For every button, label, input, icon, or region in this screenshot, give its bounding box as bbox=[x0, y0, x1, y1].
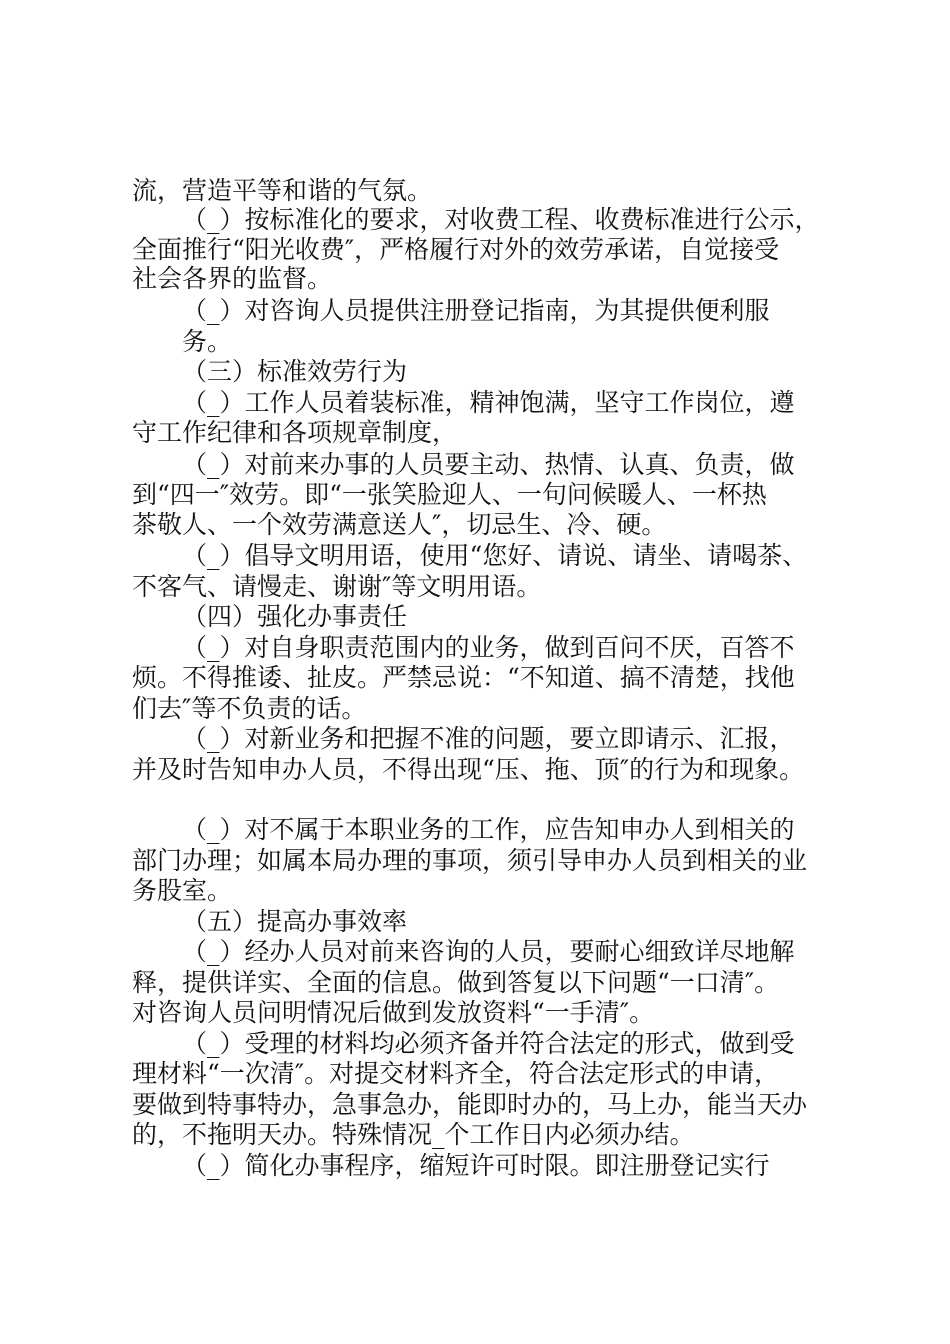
text-line: 到“四一″效劳。即“一张笑脸迎人、一句问候暖人、一杯热 bbox=[132, 480, 767, 509]
text-line: 流，营造平等和谐的气氛。 bbox=[132, 176, 433, 205]
text-line: 要做到特事特办，急事急办，能即时办的，马上办，能当天办 bbox=[132, 1090, 808, 1119]
section-heading: （三）标准效劳行为 bbox=[182, 357, 408, 386]
text-line: 茶敬人、一个效劳满意送人″，切忌生、冷、硬。 bbox=[132, 510, 667, 539]
text-line: （_）对不属于本职业务的工作，应告知申办人到相关的 bbox=[182, 815, 795, 844]
text-line: （_）对前来办事的人员要主动、热情、认真、负责，做 bbox=[182, 450, 795, 479]
text-line: （_）倡导文明用语，使用“您好、请说、请坐、请喝茶、 bbox=[182, 541, 808, 570]
text-line: 的，不拖明天办。特殊情况_个工作日内必须办结。 bbox=[132, 1120, 695, 1149]
text-line: （_）对自身职责范围内的业务，做到百问不厌，百答不 bbox=[182, 633, 795, 662]
text-line: 不客气、请慢走、谢谢″等文明用语。 bbox=[132, 572, 542, 601]
text-line: （_）受理的材料均必须齐备并符合法定的形式，做到受 bbox=[182, 1029, 795, 1058]
text-line: 烦。不得推诿、扯皮。严禁忌说：“不知道、搞不清楚，找他 bbox=[132, 663, 795, 692]
text-line: （_）简化办事程序，缩短许可时限。即注册登记实行 bbox=[182, 1151, 770, 1180]
text-line: 守工作纪律和各项规章制度， bbox=[132, 418, 458, 447]
text-line: 部门办理；如属本局办理的事项，须引导申办人员到相关的业 bbox=[132, 846, 808, 875]
text-line: 们去″等不负责的话。 bbox=[132, 694, 367, 723]
section-heading: （五）提高办事效率 bbox=[182, 907, 408, 936]
text-line: （_）按标准化的要求，对收费工程、收费标准进行公示， bbox=[182, 205, 820, 234]
text-line: 理材料“一次清″。对提交材料齐全，符合法定形式的申请， bbox=[132, 1059, 780, 1088]
text-line: （_）对咨询人员提供注册登记指南，为其提供便利服 bbox=[182, 296, 770, 325]
text-line: （_）经办人员对前来咨询的人员，要耐心细致详尽地解 bbox=[182, 937, 795, 966]
text-line: （_）对新业务和把握不准的问题，要立即请示、汇报， bbox=[182, 724, 795, 753]
text-line: 务。 bbox=[182, 327, 233, 356]
text-line: 并及时告知申办人员，不得出现“压、拖、顶″的行为和现象。 bbox=[132, 755, 805, 784]
text-line: 全面推行“阳光收费″，严格履行对外的效劳承诺，自觉接受 bbox=[132, 235, 780, 264]
text-line: 社会各界的监督。 bbox=[132, 264, 333, 293]
text-line: 对咨询人员问明情况后做到发放资料“一手清″。 bbox=[132, 998, 655, 1027]
section-heading: （四）强化办事责任 bbox=[182, 602, 408, 631]
text-line: （_）工作人员着装标准，精神饱满，坚守工作岗位，遵 bbox=[182, 388, 795, 417]
text-line: 务股室。 bbox=[132, 876, 233, 905]
text-line: 释，提供详实、全面的信息。做到答复以下问题“一口清″。 bbox=[132, 968, 780, 997]
